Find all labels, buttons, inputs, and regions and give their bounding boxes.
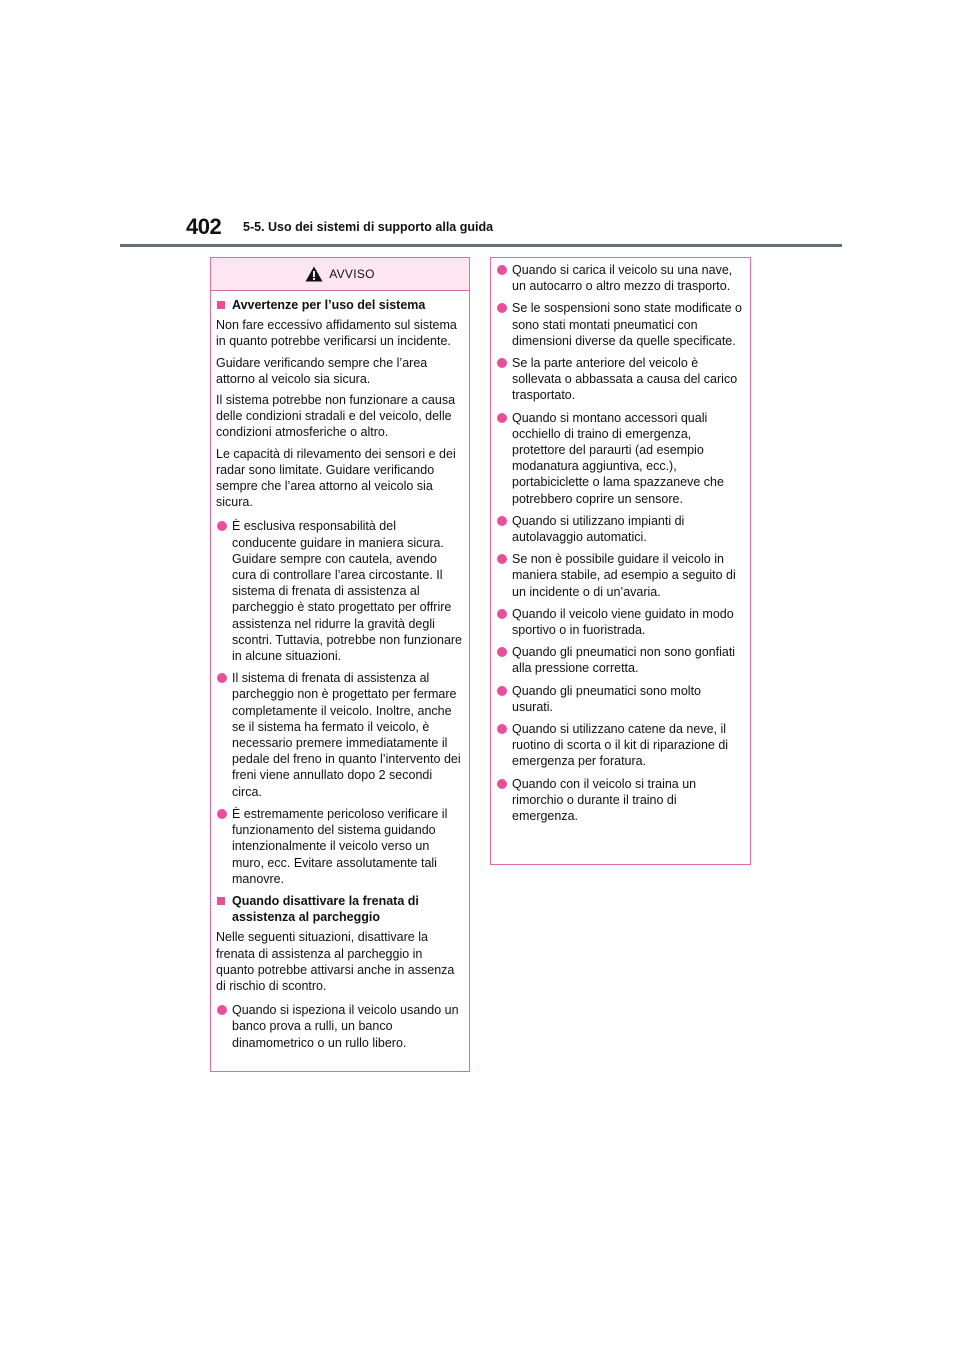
list-item: Quando gli pneumatici sono molto usurati. (496, 683, 745, 715)
paragraph: Nelle seguenti situazioni, disattivare la frenata di assistenza al parcheggio in quanto potrebbe attivarsi anche in assenza di rischio di scontro. (216, 930, 455, 993)
list-item: Quando con il veicolo si traina un rimorchio o durante il traino di emergenza. (496, 776, 745, 825)
list-item: Quando si utilizzano catene da neve, il ruotino di scorta o il kit di riparazione di emergenza per foratura. (496, 721, 745, 770)
warning-body-continued (491, 258, 750, 824)
list-item: Quando gli pneumatici non sono gonfiati alla pressione corretta. (496, 644, 745, 676)
round-bullet-icon (497, 358, 507, 368)
warning-title: AVVISO (329, 267, 375, 281)
round-bullet-icon (217, 1005, 227, 1015)
list-item: Se la parte anteriore del veicolo è sollevata o abbassata a causa del carico trasportato. (496, 355, 745, 404)
warning-box-right (490, 257, 751, 865)
round-bullet-icon (497, 609, 507, 619)
warning-body (211, 291, 469, 1051)
list-item: È estremamente pericoloso verificare il funzionamento del sistema guidando intenzionalmente il veicolo verso un muro, ecc. Evitare assolutamente tali manovre. (216, 806, 464, 887)
subheading-precautions: Avvertenze per l’uso del sistema (216, 297, 464, 313)
list-item: Quando si carica il veicolo su una nave, un autocarro o altro mezzo di trasporto. (496, 262, 745, 294)
list-item: Se le sospensioni sono state modificate o sono stati montati pneumatici con dimensioni diverse da quelle specificate. (496, 300, 745, 349)
round-bullet-icon (497, 413, 507, 423)
page-number: 402 (186, 214, 222, 239)
paragraph: Guidare verificando sempre che l’area attorno al veicolo sia sicura. (216, 355, 428, 386)
list-item: Quando il veicolo viene guidato in modo sportivo o in fuoristrada. (496, 606, 745, 638)
square-bullet-icon (217, 301, 225, 309)
warning-header (211, 258, 469, 291)
warning-box-left (210, 257, 470, 1072)
list-item: Se non è possibile guidare il veicolo in maniera stabile, ad esempio a seguito di un incidente o di un’avaria. (496, 551, 745, 600)
round-bullet-icon (497, 516, 507, 526)
list-item: Quando si ispeziona il veicolo usando un banco prova a rulli, un banco dinamometrico o un rullo libero. (216, 1002, 464, 1051)
round-bullet-icon (497, 779, 507, 789)
section-title: 5-5. Uso dei sistemi di supporto alla guida (243, 220, 494, 234)
round-bullet-icon (497, 303, 507, 313)
round-bullet-icon (497, 554, 507, 564)
list-item: Il sistema di frenata di assistenza al parcheggio non è progettato per fermare completamente il veicolo. Inoltre, anche se il sistema ha fermato il veicolo, è necessario premere immediatamente il pedale del freno in quanto l’intervento dei freni viene annullato dopo 2 secondi circa. (216, 670, 464, 800)
round-bullet-icon (217, 521, 227, 531)
subheading-when-disable: Quando disattivare la frenata di assistenza al parcheggio (216, 893, 464, 925)
paragraph: Non fare eccessivo affidamento sul sistema in quanto potrebbe verificarsi un incidente. (216, 318, 457, 349)
list-item: È esclusiva responsabilità del conducente guidare in maniera sicura. Guidare sempre con cautela, avendo cura di controllare l’area circostante. Il sistema di frenata di assistenza al parcheggio è stato progettato per offrire assistenza nel ridurre la gravità degli scontri. Tuttavia, potrebbe non funzionare in alcune situazioni. (216, 518, 464, 664)
square-bullet-icon (217, 897, 225, 905)
list-item: Quando si utilizzano impianti di autolavaggio automatici. (496, 513, 745, 545)
paragraph: Il sistema potrebbe non funzionare a causa delle condizioni stradali e del veicolo, delle condizioni atmosferiche o altro. (216, 393, 456, 440)
round-bullet-icon (217, 809, 227, 819)
round-bullet-icon (497, 686, 507, 696)
round-bullet-icon (217, 673, 227, 683)
header-rule (120, 244, 842, 247)
round-bullet-icon (497, 647, 507, 657)
round-bullet-icon (497, 724, 507, 734)
paragraph: Le capacità di rilevamento dei sensori e dei radar sono limitate. Guidare verificando sempre che l’area attorno al veicolo sia sicura. (216, 446, 456, 510)
warning-triangle-icon (305, 266, 323, 282)
round-bullet-icon (497, 265, 507, 275)
list-item: Quando si montano accessori quali occhiello di traino di emergenza, protettore del paraurti (ad esempio modanatura aggiuntiva, ecc.), portabiciclette o lama spazzaneve che potrebbero coprire un sensore. (496, 410, 745, 507)
